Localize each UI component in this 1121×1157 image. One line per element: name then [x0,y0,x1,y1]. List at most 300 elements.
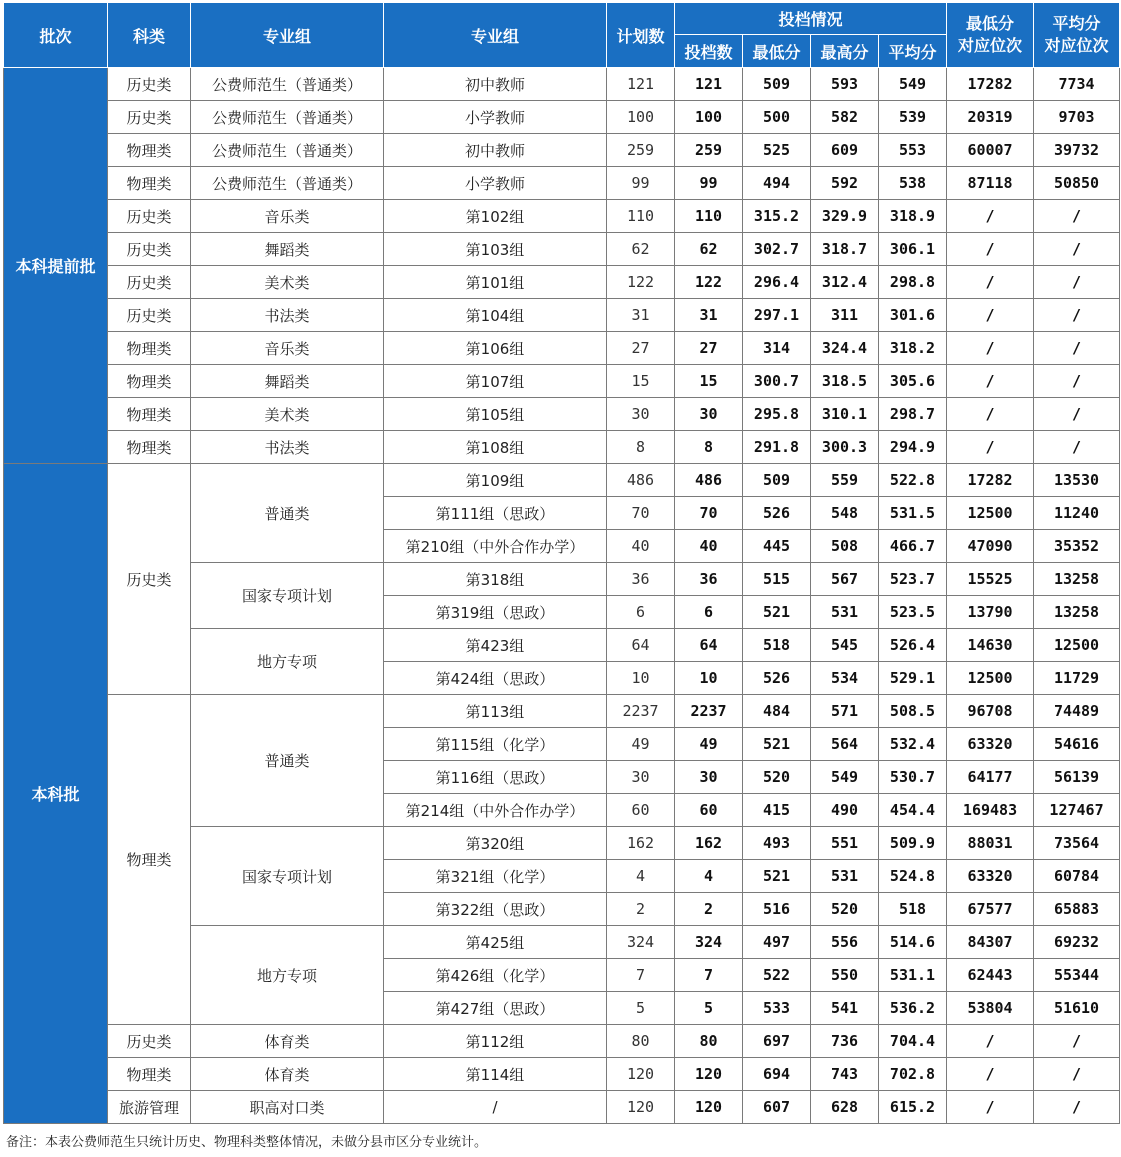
major-subgroup-cell: 第210组（中外合作办学） [384,530,607,563]
major-group-cell: 舞蹈类 [191,365,384,398]
count-cell: 8 [675,431,743,464]
category-cell: 物理类 [108,167,191,200]
avg-score-cell: 523.5 [879,596,947,629]
count-cell: 27 [675,332,743,365]
count-cell: 80 [675,1025,743,1058]
avg-score-cell: 466.7 [879,530,947,563]
category-cell: 历史类 [108,266,191,299]
max-score-cell: 548 [811,497,879,530]
avg-rank-cell: / [1034,299,1120,332]
count-cell: 31 [675,299,743,332]
header-batch: 批次 [4,3,108,68]
category-cell: 历史类 [108,464,191,695]
count-cell: 121 [675,68,743,101]
plan-cell: 64 [607,629,675,662]
header-major-group-1: 专业组 [191,3,384,68]
min-score-cell: 533 [743,992,811,1025]
table-row [4,431,1120,464]
min-score-cell: 694 [743,1058,811,1091]
avg-score-cell: 530.7 [879,761,947,794]
avg-rank-cell: 73564 [1034,827,1120,860]
min-score-cell: 291.8 [743,431,811,464]
plan-cell: 70 [607,497,675,530]
min-rank-cell: / [947,1091,1034,1124]
count-cell: 120 [675,1058,743,1091]
table-row [4,299,1120,332]
min-score-cell: 509 [743,464,811,497]
plan-cell: 6 [607,596,675,629]
category-cell: 物理类 [108,134,191,167]
min-score-cell: 497 [743,926,811,959]
plan-cell: 120 [607,1058,675,1091]
major-subgroup-cell: 第108组 [384,431,607,464]
avg-rank-cell: 9703 [1034,101,1120,134]
max-score-cell: 592 [811,167,879,200]
avg-score-cell: 524.8 [879,860,947,893]
min-score-cell: 525 [743,134,811,167]
major-group-cell: 书法类 [191,431,384,464]
major-subgroup-cell: 初中教师 [384,134,607,167]
count-cell: 99 [675,167,743,200]
avg-rank-cell: 56139 [1034,761,1120,794]
min-rank-cell: / [947,266,1034,299]
max-score-cell: 329.9 [811,200,879,233]
min-score-cell: 515 [743,563,811,596]
major-subgroup-cell: 第424组（思政） [384,662,607,695]
max-score-cell: 609 [811,134,879,167]
min-rank-cell: / [947,365,1034,398]
max-score-cell: 567 [811,563,879,596]
avg-rank-cell: 74489 [1034,695,1120,728]
avg-score-cell: 522.8 [879,464,947,497]
avg-rank-cell: / [1034,1025,1120,1058]
max-score-cell: 324.4 [811,332,879,365]
major-group-cell: 公费师范生（普通类） [191,101,384,134]
max-score-cell: 743 [811,1058,879,1091]
count-cell: 122 [675,266,743,299]
avg-score-cell: 294.9 [879,431,947,464]
count-cell: 36 [675,563,743,596]
max-score-cell: 531 [811,596,879,629]
plan-cell: 10 [607,662,675,695]
plan-cell: 100 [607,101,675,134]
count-cell: 486 [675,464,743,497]
min-rank-cell: 60007 [947,134,1034,167]
avg-score-cell: 704.4 [879,1025,947,1058]
max-score-cell: 531 [811,860,879,893]
min-rank-cell: 64177 [947,761,1034,794]
count-cell: 62 [675,233,743,266]
table-row [4,398,1120,431]
major-group-cell: 美术类 [191,398,384,431]
max-score-cell: 318.7 [811,233,879,266]
plan-cell: 15 [607,365,675,398]
plan-cell: 99 [607,167,675,200]
min-score-cell: 415 [743,794,811,827]
min-score-cell: 302.7 [743,233,811,266]
plan-cell: 36 [607,563,675,596]
major-group-cell: 音乐类 [191,200,384,233]
avg-rank-cell: 12500 [1034,629,1120,662]
min-rank-cell: / [947,233,1034,266]
plan-cell: 162 [607,827,675,860]
avg-rank-cell: / [1034,200,1120,233]
count-cell: 70 [675,497,743,530]
avg-rank-cell: 13258 [1034,596,1120,629]
count-cell: 49 [675,728,743,761]
avg-score-cell: 529.1 [879,662,947,695]
count-cell: 15 [675,365,743,398]
category-cell: 物理类 [108,695,191,1025]
min-rank-cell: / [947,299,1034,332]
avg-rank-cell: / [1034,365,1120,398]
min-rank-cell: 63320 [947,728,1034,761]
min-rank-cell: 17282 [947,464,1034,497]
max-score-cell: 318.5 [811,365,879,398]
min-score-cell: 607 [743,1091,811,1124]
avg-score-cell: 526.4 [879,629,947,662]
max-score-cell: 508 [811,530,879,563]
max-score-cell: 628 [811,1091,879,1124]
min-score-cell: 500 [743,101,811,134]
avg-score-cell: 539 [879,101,947,134]
min-score-cell: 445 [743,530,811,563]
min-score-cell: 296.4 [743,266,811,299]
category-cell: 物理类 [108,398,191,431]
major-subgroup-cell: 第112组 [384,1025,607,1058]
major-subgroup-cell: 第321组（化学） [384,860,607,893]
avg-score-cell: 531.5 [879,497,947,530]
min-score-cell: 300.7 [743,365,811,398]
plan-cell: 62 [607,233,675,266]
major-subgroup-cell: 第103组 [384,233,607,266]
min-rank-cell: 15525 [947,563,1034,596]
category-cell: 历史类 [108,200,191,233]
avg-rank-cell: 50850 [1034,167,1120,200]
avg-score-cell: 553 [879,134,947,167]
max-score-cell: 312.4 [811,266,879,299]
batch-cell: 本科批 [4,464,108,1124]
min-score-cell: 518 [743,629,811,662]
count-cell: 259 [675,134,743,167]
plan-cell: 110 [607,200,675,233]
min-score-cell: 297.1 [743,299,811,332]
table-row [4,167,1120,200]
max-score-cell: 736 [811,1025,879,1058]
major-subgroup-cell: 第106组 [384,332,607,365]
avg-rank-cell: / [1034,266,1120,299]
major-group-cell: 普通类 [191,695,384,827]
plan-cell: 49 [607,728,675,761]
plan-cell: 4 [607,860,675,893]
max-score-cell: 490 [811,794,879,827]
table-row [4,464,1120,497]
table-row [4,365,1120,398]
count-cell: 120 [675,1091,743,1124]
min-rank-cell: 47090 [947,530,1034,563]
header-avg: 平均分 [879,35,947,68]
plan-cell: 120 [607,1091,675,1124]
min-rank-cell: 20319 [947,101,1034,134]
min-rank-cell: / [947,1025,1034,1058]
max-score-cell: 534 [811,662,879,695]
table-row [4,1091,1120,1124]
max-score-cell: 564 [811,728,879,761]
major-subgroup-cell: 第105组 [384,398,607,431]
avg-rank-cell: 39732 [1034,134,1120,167]
major-group-cell: 体育类 [191,1058,384,1091]
min-rank-cell: / [947,332,1034,365]
major-subgroup-cell: 小学教师 [384,101,607,134]
header-avg-rank: 平均分 对应位次 [1034,3,1120,68]
major-subgroup-cell: 第320组 [384,827,607,860]
min-score-cell: 520 [743,761,811,794]
min-rank-cell: 87118 [947,167,1034,200]
max-score-cell: 571 [811,695,879,728]
max-score-cell: 311 [811,299,879,332]
plan-cell: 30 [607,398,675,431]
header-min: 最低分 [743,35,811,68]
admission-table [3,2,1120,1124]
max-score-cell: 520 [811,893,879,926]
min-score-cell: 516 [743,893,811,926]
plan-cell: 80 [607,1025,675,1058]
major-subgroup-cell: 第111组（思政） [384,497,607,530]
avg-score-cell: 538 [879,167,947,200]
count-cell: 162 [675,827,743,860]
plan-cell: 5 [607,992,675,1025]
max-score-cell: 545 [811,629,879,662]
max-score-cell: 550 [811,959,879,992]
min-score-cell: 509 [743,68,811,101]
table-row [4,134,1120,167]
max-score-cell: 582 [811,101,879,134]
major-subgroup-cell: 第102组 [384,200,607,233]
category-cell: 历史类 [108,101,191,134]
avg-score-cell: 702.8 [879,1058,947,1091]
avg-rank-cell: 55344 [1034,959,1120,992]
avg-score-cell: 508.5 [879,695,947,728]
max-score-cell: 541 [811,992,879,1025]
avg-rank-cell: / [1034,1091,1120,1124]
table-row [4,233,1120,266]
count-cell: 7 [675,959,743,992]
min-rank-cell: 169483 [947,794,1034,827]
min-rank-cell: 63320 [947,860,1034,893]
min-score-cell: 493 [743,827,811,860]
major-group-cell: 公费师范生（普通类） [191,134,384,167]
category-cell: 物理类 [108,431,191,464]
min-rank-cell: 14630 [947,629,1034,662]
avg-rank-cell: 11729 [1034,662,1120,695]
header-category: 科类 [108,3,191,68]
avg-rank-cell: / [1034,1058,1120,1091]
category-cell: 物理类 [108,1058,191,1091]
major-group-cell: 美术类 [191,266,384,299]
count-cell: 30 [675,398,743,431]
table-row [4,1058,1120,1091]
avg-score-cell: 298.8 [879,266,947,299]
table-row [4,695,1120,728]
major-group-cell: 音乐类 [191,332,384,365]
major-subgroup-cell: 第425组 [384,926,607,959]
max-score-cell: 559 [811,464,879,497]
avg-score-cell: 523.7 [879,563,947,596]
header-count: 投档数 [675,35,743,68]
avg-score-cell: 454.4 [879,794,947,827]
min-score-cell: 315.2 [743,200,811,233]
category-cell: 历史类 [108,1025,191,1058]
major-subgroup-cell: 小学教师 [384,167,607,200]
plan-cell: 122 [607,266,675,299]
avg-score-cell: 298.7 [879,398,947,431]
category-cell: 历史类 [108,299,191,332]
plan-cell: 2 [607,893,675,926]
avg-score-cell: 301.6 [879,299,947,332]
avg-rank-cell: / [1034,332,1120,365]
min-score-cell: 521 [743,728,811,761]
avg-score-cell: 536.2 [879,992,947,1025]
min-score-cell: 522 [743,959,811,992]
plan-cell: 8 [607,431,675,464]
category-cell: 旅游管理 [108,1091,191,1124]
count-cell: 100 [675,101,743,134]
major-subgroup-cell: 第113组 [384,695,607,728]
major-group-cell: 地方专项 [191,629,384,695]
plan-cell: 324 [607,926,675,959]
avg-score-cell: 306.1 [879,233,947,266]
count-cell: 5 [675,992,743,1025]
avg-rank-cell: / [1034,431,1120,464]
header-plan: 计划数 [607,3,675,68]
max-score-cell: 310.1 [811,398,879,431]
count-cell: 6 [675,596,743,629]
major-subgroup-cell: 第214组（中外合作办学） [384,794,607,827]
major-subgroup-cell: 第116组（思政） [384,761,607,794]
count-cell: 2 [675,893,743,926]
major-group-cell: 职高对口类 [191,1091,384,1124]
major-group-cell: 体育类 [191,1025,384,1058]
min-rank-cell: / [947,398,1034,431]
major-group-cell: 国家专项计划 [191,563,384,629]
plan-cell: 60 [607,794,675,827]
avg-rank-cell: 13258 [1034,563,1120,596]
avg-rank-cell: 65883 [1034,893,1120,926]
avg-rank-cell: 7734 [1034,68,1120,101]
min-rank-cell: 96708 [947,695,1034,728]
min-rank-cell: 62443 [947,959,1034,992]
category-cell: 历史类 [108,68,191,101]
min-score-cell: 697 [743,1025,811,1058]
avg-rank-cell: / [1034,398,1120,431]
major-subgroup-cell: / [384,1091,607,1124]
major-group-cell: 公费师范生（普通类） [191,68,384,101]
major-subgroup-cell: 第115组（化学） [384,728,607,761]
min-rank-cell: 67577 [947,893,1034,926]
avg-score-cell: 532.4 [879,728,947,761]
major-group-cell: 舞蹈类 [191,233,384,266]
min-score-cell: 521 [743,860,811,893]
avg-rank-cell: 11240 [1034,497,1120,530]
category-cell: 历史类 [108,233,191,266]
avg-rank-cell: 54616 [1034,728,1120,761]
plan-cell: 7 [607,959,675,992]
plan-cell: 27 [607,332,675,365]
min-rank-cell: 12500 [947,662,1034,695]
min-score-cell: 494 [743,167,811,200]
major-subgroup-cell: 第322组（思政） [384,893,607,926]
major-subgroup-cell: 第426组（化学） [384,959,607,992]
count-cell: 110 [675,200,743,233]
max-score-cell: 551 [811,827,879,860]
min-score-cell: 526 [743,662,811,695]
min-score-cell: 521 [743,596,811,629]
plan-cell: 31 [607,299,675,332]
table-row [4,266,1120,299]
footnote: 备注：本表公费师范生只统计历史、物理科类整体情况，未做分县市区分专业统计。 [6,1135,488,1150]
min-rank-cell: / [947,200,1034,233]
header-min-rank: 最低分 对应位次 [947,3,1034,68]
header-major-group-2: 专业组 [384,3,607,68]
header-toudang: 投档情况 [675,3,947,35]
avg-score-cell: 615.2 [879,1091,947,1124]
category-cell: 物理类 [108,332,191,365]
min-rank-cell: 88031 [947,827,1034,860]
max-score-cell: 300.3 [811,431,879,464]
major-subgroup-cell: 第427组（思政） [384,992,607,1025]
avg-score-cell: 318.9 [879,200,947,233]
min-rank-cell: 53804 [947,992,1034,1025]
major-group-cell: 普通类 [191,464,384,563]
count-cell: 2237 [675,695,743,728]
table-row [4,68,1120,101]
major-group-cell: 公费师范生（普通类） [191,167,384,200]
min-rank-cell: 12500 [947,497,1034,530]
avg-rank-cell: 51610 [1034,992,1120,1025]
min-score-cell: 314 [743,332,811,365]
major-subgroup-cell: 第423组 [384,629,607,662]
avg-rank-cell: 69232 [1034,926,1120,959]
min-score-cell: 526 [743,497,811,530]
min-score-cell: 295.8 [743,398,811,431]
major-subgroup-cell: 第109组 [384,464,607,497]
plan-cell: 2237 [607,695,675,728]
count-cell: 60 [675,794,743,827]
avg-rank-cell: 13530 [1034,464,1120,497]
batch-cell: 本科提前批 [4,68,108,464]
min-rank-cell: 13790 [947,596,1034,629]
min-rank-cell: 17282 [947,68,1034,101]
major-group-cell: 地方专项 [191,926,384,1025]
plan-cell: 259 [607,134,675,167]
avg-rank-cell: 60784 [1034,860,1120,893]
table-row [4,332,1120,365]
major-subgroup-cell: 第114组 [384,1058,607,1091]
table-row [4,1025,1120,1058]
count-cell: 30 [675,761,743,794]
plan-cell: 486 [607,464,675,497]
count-cell: 324 [675,926,743,959]
max-score-cell: 556 [811,926,879,959]
plan-cell: 121 [607,68,675,101]
count-cell: 64 [675,629,743,662]
major-subgroup-cell: 第104组 [384,299,607,332]
major-subgroup-cell: 初中教师 [384,68,607,101]
header-max: 最高分 [811,35,879,68]
avg-score-cell: 305.6 [879,365,947,398]
avg-rank-cell: / [1034,233,1120,266]
major-subgroup-cell: 第101组 [384,266,607,299]
